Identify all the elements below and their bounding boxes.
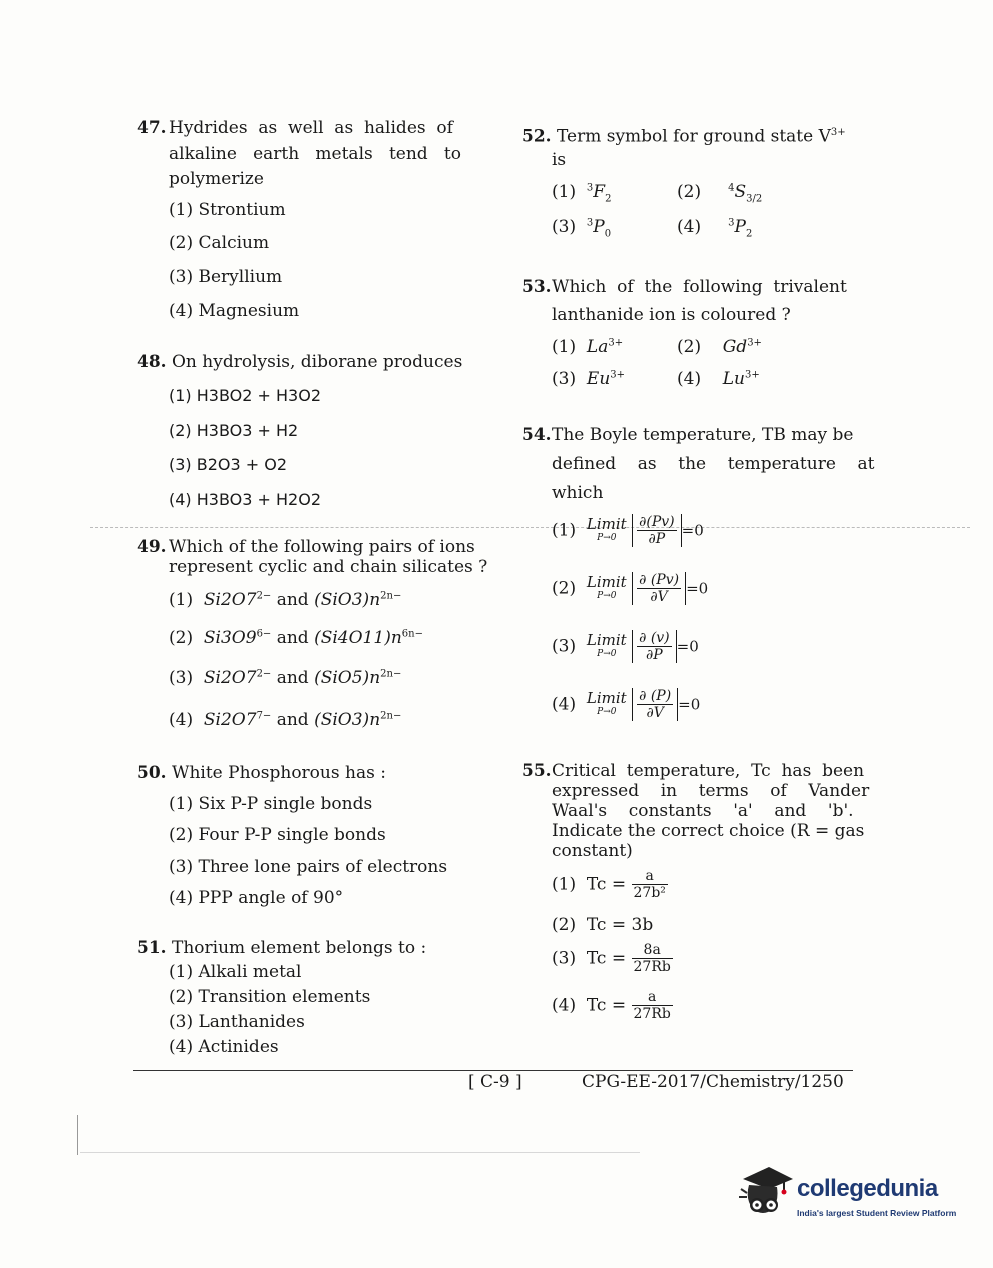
option-number: (1)	[552, 520, 577, 541]
option	[169, 710, 401, 730]
question-text: Critical temperature, Tc has been	[552, 761, 865, 781]
option: (1) Alkali metal	[169, 962, 302, 982]
ion: Lu	[722, 369, 745, 389]
question-number: 48.	[137, 352, 167, 372]
denominator: ∂V	[646, 705, 664, 721]
question-text: Hydrides as well as halides of	[169, 118, 453, 138]
question-number: 55.	[522, 761, 552, 781]
divider	[90, 527, 970, 528]
limit	[586, 514, 627, 545]
option	[552, 989, 673, 1022]
option	[552, 182, 611, 204]
option-number: (3)	[552, 217, 577, 237]
denominator: 27b²	[633, 885, 666, 901]
option-number: (4)	[552, 694, 577, 715]
question-text: defined as the temperature at	[552, 454, 875, 474]
charge: 6n−	[401, 628, 423, 640]
option	[677, 369, 760, 389]
numerator: ∂ (Pv)	[639, 572, 680, 588]
option-number: (3)	[552, 369, 577, 389]
question-text: The Boyle temperature, TB may be	[552, 425, 854, 445]
charge: 3+	[744, 369, 760, 381]
bracket	[632, 688, 678, 721]
option: (2) Calcium	[169, 233, 270, 253]
question-text: expressed in terms of Vander	[552, 781, 870, 801]
question-text: represent cyclic and chain silicates ?	[169, 557, 488, 577]
option-number: (2)	[552, 578, 577, 599]
option-number: (1)	[552, 182, 577, 202]
charge: 6−	[256, 628, 272, 640]
logo-tagline: India's largest Student Review Platform	[797, 1208, 957, 1218]
option	[677, 337, 762, 357]
option: (3) Beryllium	[169, 267, 283, 287]
denominator: 27Rb	[633, 1006, 671, 1022]
question-text: Indicate the correct choice (R = gas	[552, 821, 865, 841]
limit-sub: P→0	[597, 706, 617, 717]
collegedunia-logo	[735, 1165, 965, 1225]
charge: 3+	[747, 337, 762, 349]
term-symbol: S	[734, 182, 747, 202]
question-text: White Phosphorous has :	[171, 763, 386, 783]
question-51	[137, 936, 477, 961]
option	[552, 369, 625, 389]
ion-b: (SiO3)n	[314, 710, 381, 730]
option	[169, 628, 423, 648]
option-number: (2)	[677, 337, 702, 357]
term-symbol: F	[593, 182, 606, 202]
question-text: Which of the following pairs of ions	[169, 537, 475, 557]
multiplicity: 3	[586, 182, 594, 194]
lhs: Tc =	[586, 995, 627, 1016]
j-value: 2	[745, 228, 753, 240]
option: (3) B2O3 + O2	[169, 455, 288, 474]
denominator: ∂P	[646, 647, 663, 663]
fraction	[637, 514, 677, 547]
option-number: (1)	[169, 590, 194, 610]
limit-word: Limit	[586, 572, 627, 591]
scan-mark	[80, 1152, 640, 1153]
limit	[586, 572, 627, 603]
option	[677, 217, 752, 239]
ion-a: Si3O9	[203, 628, 257, 648]
option: (4) Magnesium	[169, 301, 300, 321]
charge: 3+	[830, 127, 846, 138]
question-number: 51.	[137, 938, 167, 958]
option-number: (2)	[552, 915, 577, 935]
and-text: and	[276, 710, 309, 730]
paper-code: CPG-EE-2017/Chemistry/1250	[582, 1072, 844, 1092]
option-number: (2)	[677, 182, 702, 202]
option: (4) Actinides	[169, 1037, 279, 1057]
option: (3) Three lone pairs of electrons	[169, 857, 448, 877]
numerator: a	[632, 868, 668, 885]
numerator: 8a	[632, 942, 673, 959]
logo-name: collegedunia	[797, 1175, 938, 1202]
limit-sub: P→0	[597, 590, 617, 601]
option: (3) Lanthanides	[169, 1012, 305, 1032]
option: (2) Transition elements	[169, 987, 371, 1007]
charge: 2n−	[380, 590, 402, 602]
fraction	[637, 572, 681, 605]
charge: 3+	[608, 337, 624, 349]
multiplicity: 3	[728, 217, 735, 229]
option	[552, 868, 668, 901]
question-number: 49.	[137, 537, 167, 557]
ion-b: (SiO5)n	[314, 668, 381, 688]
option-number: (4)	[169, 710, 194, 730]
option: (1) Six P-P single bonds	[169, 794, 373, 814]
limit-sub: P→0	[597, 648, 617, 659]
option: (1) Strontium	[169, 200, 286, 220]
option	[169, 668, 401, 688]
numerator: ∂(Pv)	[639, 514, 675, 530]
option: (2) Four P-P single bonds	[169, 825, 386, 845]
question-number: 53.	[522, 277, 552, 297]
question-52	[522, 120, 862, 150]
question-number: 47.	[137, 118, 167, 138]
and-text: and	[276, 590, 309, 610]
mascot-icon	[735, 1165, 795, 1223]
multiplicity: 3	[586, 217, 594, 229]
limit-sub: P→0	[597, 532, 617, 543]
question-text: which	[552, 483, 604, 503]
option-number: (3)	[552, 636, 577, 657]
charge: 2−	[256, 668, 272, 680]
denominator: 27Rb	[633, 959, 671, 975]
ion-b: (SiO3)n	[314, 590, 381, 610]
fraction	[632, 868, 668, 901]
option-number: (4)	[552, 995, 577, 1016]
charge: 7−	[256, 710, 272, 722]
ion-a: Si2O7	[203, 590, 257, 610]
option	[552, 217, 611, 239]
option-number: (1)	[552, 337, 577, 357]
fraction	[632, 942, 673, 975]
option	[169, 590, 401, 610]
question-text: Term symbol for ground state V	[556, 126, 831, 147]
option	[552, 337, 623, 357]
bracket	[632, 572, 686, 605]
fraction	[632, 989, 673, 1022]
ion: Gd	[722, 337, 748, 357]
question-number: 54.	[522, 425, 552, 445]
option: (2) H3BO3 + H2	[169, 421, 299, 440]
option-number: (3)	[169, 668, 194, 688]
ion-a: Si2O7	[203, 710, 257, 730]
option: (4) H3BO3 + H2O2	[169, 490, 321, 509]
limit-word: Limit	[586, 630, 627, 649]
fraction	[637, 688, 673, 721]
option-number: (2)	[169, 628, 194, 648]
option-number: (4)	[677, 217, 702, 237]
ion: Eu	[586, 369, 611, 389]
and-text: and	[276, 628, 309, 648]
numerator: a	[632, 989, 673, 1006]
term-symbol: P	[734, 217, 746, 237]
option: (1) H3BO2 + H3O2	[169, 386, 321, 405]
charge: 2n−	[380, 710, 402, 722]
question-text: Waal's constants 'a' and 'b'.	[552, 801, 854, 821]
and-text: and	[276, 668, 309, 688]
equals-zero: =0	[678, 695, 701, 714]
ion-b: (Si4O11)n	[314, 628, 402, 648]
question-text: Which of the following trivalent	[552, 277, 847, 297]
page-number: [ C-9 ]	[468, 1072, 522, 1092]
option-number: (4)	[677, 369, 702, 389]
question-number: 52.	[522, 126, 552, 147]
question-text: alkaline earth metals tend to	[169, 144, 461, 164]
option	[552, 688, 700, 721]
lhs: Tc =	[586, 874, 627, 895]
charge: 3+	[610, 369, 626, 381]
denominator: ∂V	[650, 589, 668, 605]
j-value: 3/2	[746, 193, 763, 205]
limit	[586, 688, 627, 719]
numerator: ∂ (P)	[639, 688, 672, 704]
bracket	[632, 630, 677, 663]
ion-a: Si2O7	[203, 668, 257, 688]
equals-zero: =0	[676, 637, 699, 656]
charge: 2n−	[380, 668, 402, 680]
limit-word: Limit	[586, 514, 627, 533]
equals-zero: =0	[686, 579, 709, 598]
ion: La	[586, 337, 609, 357]
question-50	[137, 761, 477, 786]
option	[552, 572, 708, 605]
lhs: Tc =	[586, 948, 627, 969]
fraction	[637, 630, 672, 663]
question-text: Thorium element belongs to :	[171, 938, 427, 958]
option	[552, 630, 699, 663]
j-value: 2	[605, 193, 612, 205]
option: (4) PPP angle of 90°	[169, 888, 344, 908]
limit	[586, 630, 627, 661]
limit-word: Limit	[586, 688, 627, 707]
option	[677, 182, 762, 204]
bracket	[632, 514, 682, 547]
option-number: (3)	[552, 948, 577, 969]
question-48	[137, 350, 477, 375]
term-symbol: P	[593, 217, 605, 237]
multiplicity: 4	[728, 182, 735, 194]
option	[552, 942, 673, 975]
lhs: Tc = 3b	[586, 915, 654, 935]
footer-rule	[133, 1070, 853, 1071]
option	[552, 514, 704, 547]
question-text-line2: is	[552, 150, 567, 170]
question-text: polymerize	[169, 169, 264, 189]
scan-mark	[77, 1115, 78, 1155]
question-text: constant)	[552, 841, 633, 861]
question-text: lanthanide ion is coloured ?	[552, 305, 791, 325]
question-number: 50.	[137, 763, 167, 783]
option	[552, 915, 653, 935]
option-number: (1)	[552, 874, 577, 895]
denominator: ∂P	[648, 531, 666, 547]
numerator: ∂ (v)	[639, 630, 670, 646]
j-value: 0	[604, 228, 612, 240]
question-text: On hydrolysis, diborane produces	[171, 352, 463, 372]
charge: 2−	[256, 590, 272, 602]
equals-zero: =0	[681, 521, 704, 540]
